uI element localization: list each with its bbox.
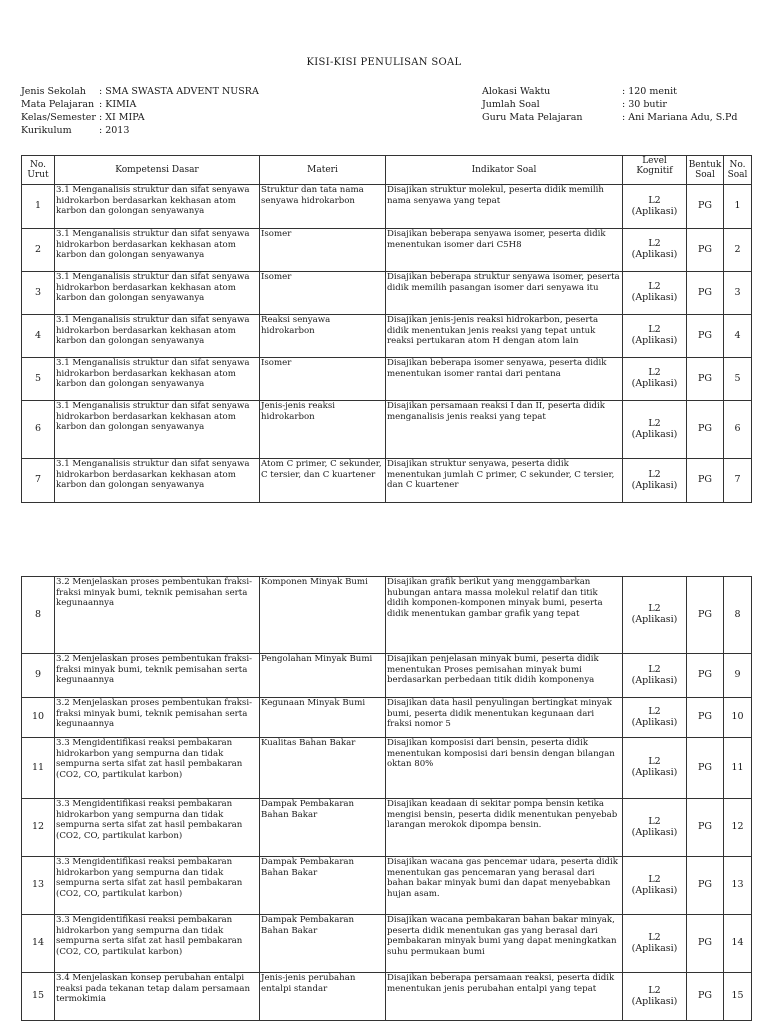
cell-level-kognitif: L2 (Aplikasi)	[623, 738, 687, 799]
cell-indikator-soal: Disajikan beberapa senyawa isomer, peserta didik menentukan isomer dari C5H8	[386, 229, 623, 272]
cell-no-soal: 13	[724, 857, 752, 915]
table-row	[22, 654, 752, 698]
cell-materi: Dampak Pembakaran Bahan Bakar	[260, 857, 386, 915]
info-value: : 30 butir	[622, 99, 667, 110]
cell-materi: Dampak Pembakaran Bahan Bakar	[260, 915, 386, 973]
cell-indikator-soal: Disajikan beberapa isomer senyawa, peserta didik menentukan isomer rantai dari pentana	[386, 358, 623, 401]
table-row	[22, 973, 752, 1021]
info-value: : Ani Mariana Adu, S.Pd	[622, 112, 738, 123]
table-row	[22, 738, 752, 799]
table-row	[22, 272, 752, 315]
cell-materi: Isomer	[260, 272, 386, 315]
cell-bentuk-soal: PG	[687, 915, 724, 973]
cell-no-soal: 10	[724, 698, 752, 738]
cell-bentuk-soal: PG	[687, 577, 724, 654]
header-no-urut: No. Urut	[22, 156, 55, 185]
cell-kompetensi-dasar: 3.2 Menjelaskan proses pembentukan fraksi-fraksi minyak bumi, teknik pemisahan serta kegunaannya	[55, 654, 260, 698]
cell-bentuk-soal: PG	[687, 358, 724, 401]
cell-level-kognitif: L2 (Aplikasi)	[623, 401, 687, 459]
info-label: Jumlah Soal	[482, 99, 540, 110]
cell-no-soal: 1	[724, 185, 752, 229]
cell-kompetensi-dasar: 3.1 Menganalisis struktur dan sifat senyawa hidrokarbon berdasarkan kekhasan atom karbon dan golongan senyawanya	[55, 229, 260, 272]
table-row	[22, 401, 752, 459]
cell-materi: Isomer	[260, 229, 386, 272]
cell-no-soal: 11	[724, 738, 752, 799]
cell-materi: Komponen Minyak Bumi	[260, 577, 386, 654]
cell-no-soal: 6	[724, 401, 752, 459]
info-row	[482, 98, 737, 111]
cell-materi: Isomer	[260, 358, 386, 401]
cell-level-kognitif: L2 (Aplikasi)	[623, 654, 687, 698]
cell-bentuk-soal: PG	[687, 857, 724, 915]
cell-no-urut: 14	[22, 915, 55, 973]
info-value: : XI MIPA	[99, 112, 145, 123]
cell-level-kognitif: L2 (Aplikasi)	[623, 973, 687, 1021]
cell-materi: Jenis-jenis reaksi hidrokarbon	[260, 401, 386, 459]
info-label: Mata Pelajaran	[21, 99, 95, 110]
cell-level-kognitif: L2 (Aplikasi)	[623, 358, 687, 401]
table-row	[22, 315, 752, 358]
cell-level-kognitif: L2 (Aplikasi)	[623, 577, 687, 654]
cell-no-soal: 2	[724, 229, 752, 272]
cell-no-soal: 12	[724, 799, 752, 857]
cell-level-kognitif: L2 (Aplikasi)	[623, 185, 687, 229]
cell-level-kognitif: L2 (Aplikasi)	[623, 315, 687, 358]
info-label: Alokasi Waktu	[482, 86, 551, 97]
cell-no-soal: 8	[724, 577, 752, 654]
cell-indikator-soal: Disajikan komposisi dari bensin, peserta didik menentukan komposisi dari bensin dengan bilangan oktan 80%	[386, 738, 623, 799]
table-row	[22, 857, 752, 915]
cell-no-urut: 9	[22, 654, 55, 698]
cell-indikator-soal: Disajikan persamaan reaksi I dan II, peserta didik menganalisis jenis reaksi yang tepat	[386, 401, 623, 459]
cell-indikator-soal: Disajikan struktur senyawa, peserta didik menentukan jumlah C primer, C sekunder, C tersier, dan C kuartener	[386, 459, 623, 503]
cell-bentuk-soal: PG	[687, 315, 724, 358]
cell-kompetensi-dasar: 3.3 Mengidentifikasi reaksi pembakaran hidrokarbon yang sempurna dan tidak sempurna serta sifat zat hasil pembakaran (CO2, CO, partikulat karbon)	[55, 915, 260, 973]
cell-kompetensi-dasar: 3.2 Menjelaskan proses pembentukan fraksi-fraksi minyak bumi, teknik pemisahan serta kegunaannya	[55, 577, 260, 654]
cell-no-soal: 14	[724, 915, 752, 973]
kisi-table-2	[21, 576, 752, 1021]
table-row	[22, 459, 752, 503]
cell-no-urut: 11	[22, 738, 55, 799]
cell-materi: Atom C primer, C sekunder, C tersier, dan C kuartener	[260, 459, 386, 503]
cell-kompetensi-dasar: 3.1 Menganalisis struktur dan sifat senyawa hidrokarbon berdasarkan kekhasan atom karbon dan golongan senyawanya	[55, 315, 260, 358]
cell-indikator-soal: Disajikan grafik berikut yang menggambarkan hubungan antara massa molekul relatif dan titik didih komponen-komponen minyak bumi, peserta didik menentukan gambar grafik yang tepat	[386, 577, 623, 654]
info-label: Guru Mata Pelajaran	[482, 112, 583, 123]
cell-level-kognitif: L2 (Aplikasi)	[623, 799, 687, 857]
header-no-soal: No. Soal	[724, 156, 752, 185]
cell-materi: Kegunaan Minyak Bumi	[260, 698, 386, 738]
cell-materi: Pengolahan Minyak Bumi	[260, 654, 386, 698]
cell-no-urut: 8	[22, 577, 55, 654]
cell-no-soal: 5	[724, 358, 752, 401]
cell-no-urut: 4	[22, 315, 55, 358]
cell-level-kognitif: L2 (Aplikasi)	[623, 857, 687, 915]
cell-indikator-soal: Disajikan penjelasan minyak bumi, peserta didik menentukan Proses pemisahan minyak bumi berdasarkan perbedaan titik didih komponenya	[386, 654, 623, 698]
cell-bentuk-soal: PG	[687, 698, 724, 738]
cell-indikator-soal: Disajikan beberapa struktur senyawa isomer, peserta didik memilih pasangan isomer dari senyawa itu	[386, 272, 623, 315]
cell-indikator-soal: Disajikan keadaan di sekitar pompa bensin ketika mengisi bensin, peserta didik menentukan penyebab larangan merokok dipompa bensin.	[386, 799, 623, 857]
table-row	[22, 915, 752, 973]
header-materi: Materi	[260, 156, 386, 185]
cell-bentuk-soal: PG	[687, 185, 724, 229]
document-title: KISI-KISI PENULISAN SOAL	[306, 57, 462, 68]
header-level-kognitif: Level Kognitif	[623, 156, 687, 185]
cell-no-soal: 15	[724, 973, 752, 1021]
cell-materi: Struktur dan tata nama senyawa hidrokarbon	[260, 185, 386, 229]
cell-kompetensi-dasar: 3.3 Mengidentifikasi reaksi pembakaran hidrokarbon yang sempurna dan tidak sempurna serta sifat zat hasil pembakaran (CO2, CO, partikulat karbon)	[55, 857, 260, 915]
info-row	[482, 85, 737, 98]
cell-bentuk-soal: PG	[687, 229, 724, 272]
cell-no-urut: 7	[22, 459, 55, 503]
cell-materi: Jenis-jenis perubahan entalpi standar	[260, 973, 386, 1021]
table-row	[22, 229, 752, 272]
cell-no-urut: 10	[22, 698, 55, 738]
cell-no-urut: 1	[22, 185, 55, 229]
cell-no-urut: 12	[22, 799, 55, 857]
header-indikator-soal: Indikator Soal	[386, 156, 623, 185]
cell-materi: Reaksi senyawa hidrokarbon	[260, 315, 386, 358]
cell-kompetensi-dasar: 3.1 Menganalisis struktur dan sifat senyawa hidrokarbon berdasarkan kekhasan atom karbon dan golongan senyawanya	[55, 459, 260, 503]
info-value: : 120 menit	[622, 86, 677, 97]
cell-indikator-soal: Disajikan beberapa persamaan reaksi, peserta didik menentukan jenis perubahan entalpi yang tepat	[386, 973, 623, 1021]
cell-kompetensi-dasar: 3.4 Menjelaskan konsep perubahan entalpi reaksi pada tekanan tetap dalam persamaan termokimia	[55, 973, 260, 1021]
cell-materi: Kualitas Bahan Bakar	[260, 738, 386, 799]
cell-kompetensi-dasar: 3.1 Menganalisis struktur dan sifat senyawa hidrokarbon berdasarkan kekhasan atom karbon dan golongan senyawanya	[55, 272, 260, 315]
cell-no-urut: 5	[22, 358, 55, 401]
info-row	[21, 98, 259, 111]
cell-bentuk-soal: PG	[687, 973, 724, 1021]
table-header-row	[22, 156, 752, 185]
cell-bentuk-soal: PG	[687, 799, 724, 857]
cell-level-kognitif: L2 (Aplikasi)	[623, 698, 687, 738]
exam-info	[482, 85, 737, 124]
info-row	[482, 111, 737, 124]
cell-kompetensi-dasar: 3.1 Menganalisis struktur dan sifat senyawa hidrokarbon berdasarkan kekhasan atom karbon dan golongan senyawanya	[55, 185, 260, 229]
header-bentuk-soal: Bentuk Soal	[687, 156, 724, 185]
cell-indikator-soal: Disajikan wacana gas pencemar udara, peserta didik menentukan gas pencemaran yang berasal dari bahan bakar minyak bumi dan dapat menyebabkan hujan asam.	[386, 857, 623, 915]
cell-no-soal: 7	[724, 459, 752, 503]
cell-kompetensi-dasar: 3.3 Mengidentifikasi reaksi pembakaran hidrokarbon yang sempurna dan tidak sempurna serta sifat zat hasil pembakaran (CO2, CO, partikulat karbon)	[55, 738, 260, 799]
cell-level-kognitif: L2 (Aplikasi)	[623, 229, 687, 272]
cell-no-urut: 3	[22, 272, 55, 315]
cell-kompetensi-dasar: 3.1 Menganalisis struktur dan sifat senyawa hidrokarbon berdasarkan kekhasan atom karbon dan golongan senyawanya	[55, 358, 260, 401]
cell-kompetensi-dasar: 3.3 Mengidentifikasi reaksi pembakaran hidrokarbon yang sempurna dan tidak sempurna serta sifat zat hasil pembakaran (CO2, CO, partikulat karbon)	[55, 799, 260, 857]
table-row	[22, 358, 752, 401]
info-label: Jenis Sekolah	[21, 86, 86, 97]
cell-bentuk-soal: PG	[687, 654, 724, 698]
info-label: Kurikulum	[21, 125, 72, 136]
cell-bentuk-soal: PG	[687, 459, 724, 503]
info-value: : SMA SWASTA ADVENT NUSRA	[99, 86, 259, 97]
cell-indikator-soal: Disajikan data hasil penyulingan bertingkat minyak bumi, peserta didik menentukan kegunaan dari fraksi nomor 5	[386, 698, 623, 738]
cell-no-soal: 4	[724, 315, 752, 358]
info-value: : KIMIA	[99, 99, 137, 110]
cell-kompetensi-dasar: 3.1 Menganalisis struktur dan sifat senyawa hidrokarbon berdasarkan kekhasan atom karbon dan golongan senyawanya	[55, 401, 260, 459]
cell-indikator-soal: Disajikan wacana pembakaran bahan bakar minyak, peserta didik menentukan gas yang berasal dari pembakaran minyak bumi yang dapat meningkatkan suhu permukaan bumi	[386, 915, 623, 973]
cell-bentuk-soal: PG	[687, 401, 724, 459]
table-row	[22, 577, 752, 654]
cell-no-urut: 13	[22, 857, 55, 915]
cell-materi: Dampak Pembakaran Bahan Bakar	[260, 799, 386, 857]
cell-kompetensi-dasar: 3.2 Menjelaskan proses pembentukan fraksi-fraksi minyak bumi, teknik pemisahan serta kegunaannya	[55, 698, 260, 738]
kisi-table-1	[21, 155, 752, 503]
cell-no-urut: 15	[22, 973, 55, 1021]
info-row	[21, 85, 259, 98]
cell-level-kognitif: L2 (Aplikasi)	[623, 272, 687, 315]
cell-bentuk-soal: PG	[687, 272, 724, 315]
cell-no-soal: 9	[724, 654, 752, 698]
info-label: Kelas/Semester	[21, 112, 96, 123]
info-value: : 2013	[99, 125, 130, 136]
cell-indikator-soal: Disajikan jenis-jenis reaksi hidrokarbon, peserta didik menentukan jenis reaksi yang tepat untuk reaksi pertukaran atom H dengan atom lain	[386, 315, 623, 358]
cell-no-urut: 6	[22, 401, 55, 459]
cell-bentuk-soal: PG	[687, 738, 724, 799]
header-kompetensi-dasar: Kompetensi Dasar	[55, 156, 260, 185]
cell-no-soal: 3	[724, 272, 752, 315]
cell-indikator-soal: Disajikan struktur molekul, peserta didik memilih nama senyawa yang tepat	[386, 185, 623, 229]
table-row	[22, 698, 752, 738]
table-row	[22, 799, 752, 857]
table-row	[22, 185, 752, 229]
cell-no-urut: 2	[22, 229, 55, 272]
info-row	[21, 124, 259, 137]
info-row	[21, 111, 259, 124]
school-info	[21, 85, 259, 137]
cell-level-kognitif: L2 (Aplikasi)	[623, 915, 687, 973]
cell-level-kognitif: L2 (Aplikasi)	[623, 459, 687, 503]
